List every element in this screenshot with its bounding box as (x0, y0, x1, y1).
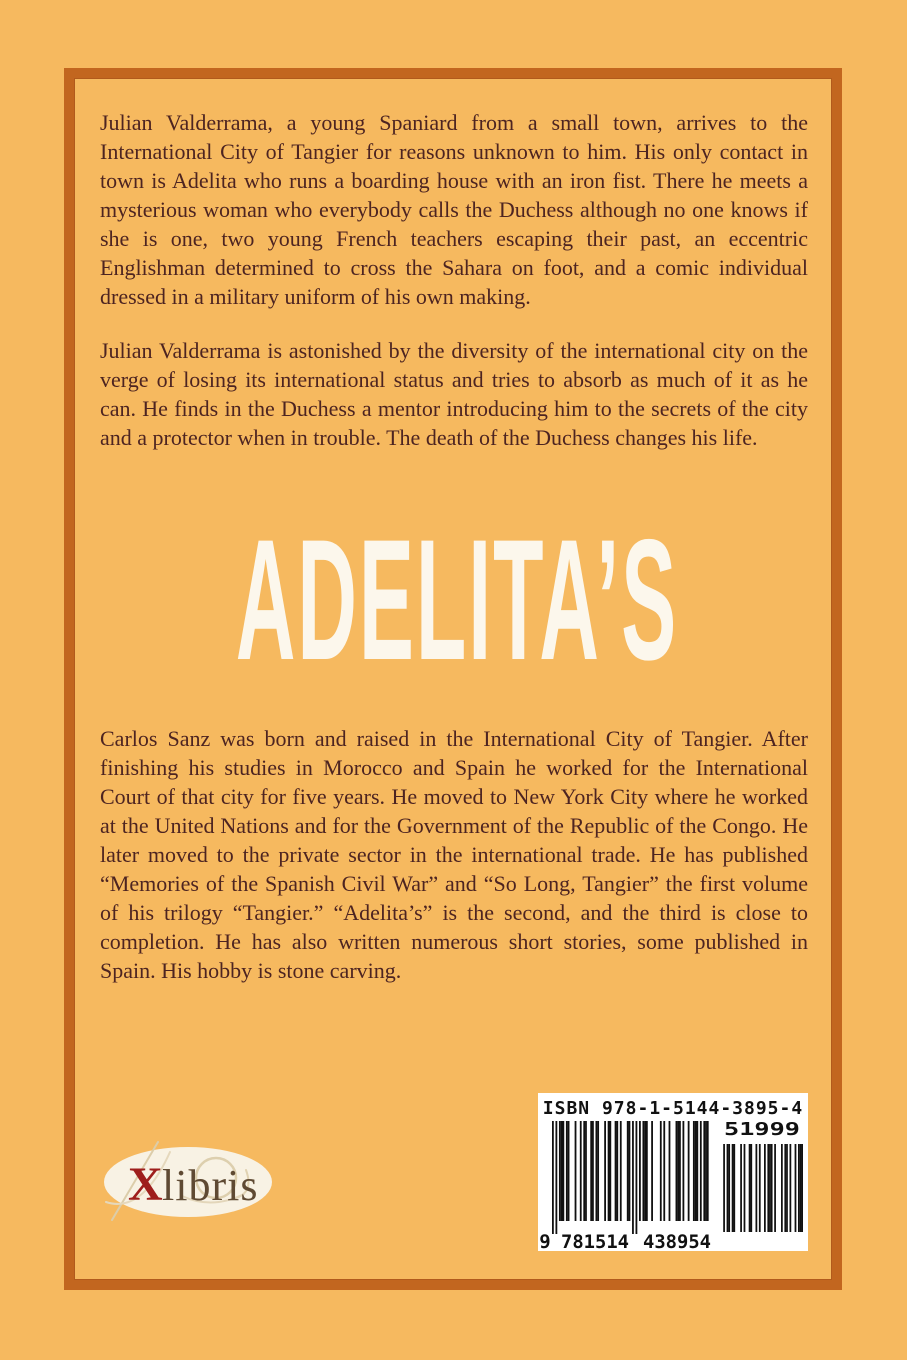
ean13-barcode (538, 1121, 724, 1253)
barcode-digit-group-right: 438954 (643, 1231, 711, 1253)
price-supplement-label: 51999 (724, 1120, 800, 1140)
isbn-barcode-block (538, 1093, 808, 1251)
barcode-digit-lead: 9 (539, 1231, 551, 1253)
price-supplement-barcode (721, 1120, 803, 1242)
logo-text-libris: libris (162, 1161, 259, 1210)
logo-letter-x: X (128, 1158, 163, 1211)
author-bio: Carlos Sanz was born and raised in the International City of Tangier. After finishing his studies in Morocco and Spain he worked for the International Court of that city for five years. He moved to New York City where he worked at the United Nations and for the Government of the Republic of the Congo. He later moved to the private sector in the international trade. He has published “Memories of the Spanish Civil War” and “So Long, Tangier” the first volume of his trilogy “Tangier.” “Adelita’s” is the second, and the third is close to completion. He has also written numerous short stories, some published in Spain. His hobby is stone carving. (100, 726, 808, 983)
barcode-digit-group-left: 781514 (561, 1231, 629, 1253)
synopsis-paragraph-1: Julian Valderrama, a young Spaniard from a small town, arrives to the International City of Tangier for reasons unknown to him. His only contact in town is Adelita who runs a boarding house with an iron fist. There he meets a mysterious woman who everybody calls the Duchess although no one knows if she is one, two young French teachers escaping their past, an eccentric Englishman determined to cross the Sahara on foot, and a comic individual dressed in a military uniform of his own making. (100, 110, 808, 309)
book-title: ADELITA’S (235, 504, 679, 696)
isbn-number-label: ISBN 978-1-5144-3895-4 (542, 1098, 804, 1119)
synopsis-paragraph-2: Julian Valderrama is astonished by the diversity of the international city on the verge of losing its international status and tries to absorb as much of it as he can. He finds in the Duchess a mentor introducing him to the secrets of the city and a protector when in trouble. The death of the Duchess changes his life. (100, 338, 808, 450)
xlibris-publisher-logo (98, 1140, 278, 1224)
